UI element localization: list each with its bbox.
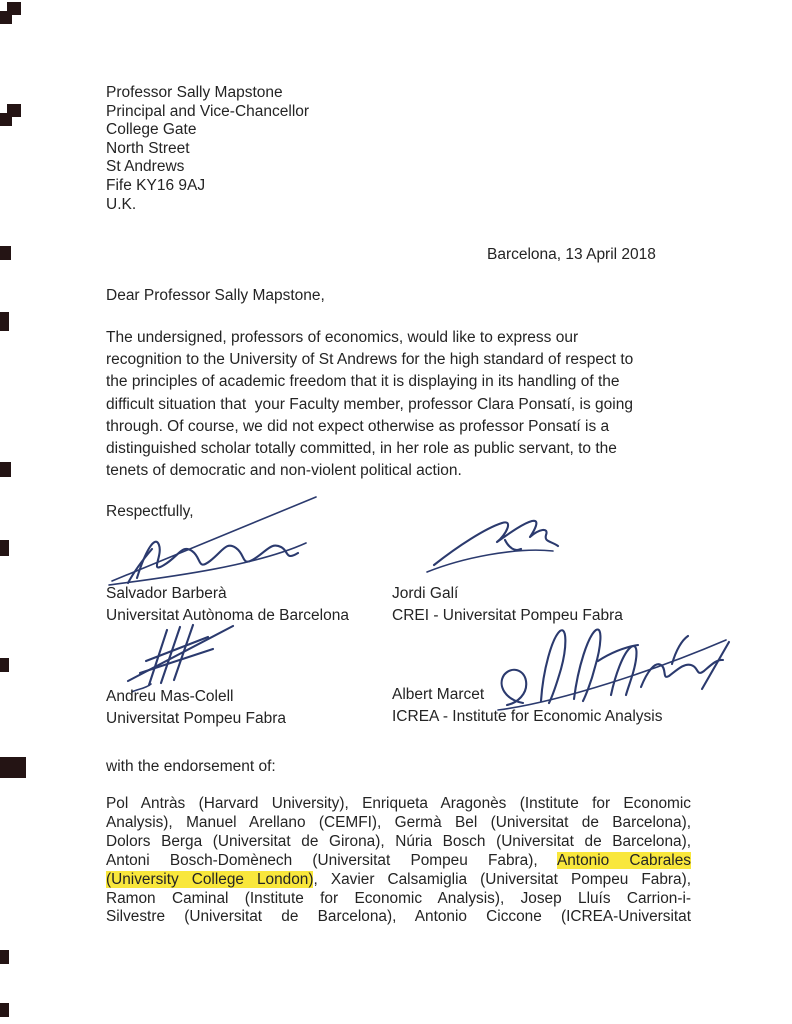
endorsement-line: (University College London), Xavier Calsamiglia (Universitat Pompeu Fabra),: [106, 870, 691, 888]
signatory-affiliation: Universitat Autònoma de Barcelona: [106, 606, 349, 624]
endorsement-line: Antoni Bosch-Domènech (Universitat Pompeu Fabra), Antonio Cabrales: [106, 851, 691, 869]
letter-body-line: through. Of course, we did not expect otherwise as professor Ponsatí is a: [106, 417, 610, 435]
recipient-address-line: Fife KY16 9AJ: [106, 176, 206, 194]
letter-body: [106, 327, 702, 482]
signatory-affiliation: CREI - Universitat Pompeu Fabra: [392, 606, 623, 624]
signatory-andreu-mas-colell: [106, 686, 286, 729]
signature-andreu-mas-colell: [128, 625, 233, 692]
scan-artifact-mark: [0, 950, 9, 964]
salutation: Dear Professor Sally Mapstone,: [106, 287, 325, 304]
closing: Respectfully,: [106, 503, 194, 520]
endorsement-intro: with the endorsement of:: [106, 758, 276, 775]
letter-body-line: recognition to the University of St Andrews for the high standard of respect to: [106, 351, 634, 369]
highlighted-text: Antonio Cabrales: [556, 851, 691, 869]
scan-artifact-mark: [0, 757, 26, 778]
highlighted-text: (University College London): [106, 870, 314, 888]
recipient-address-line: Professor Sally Mapstone: [106, 84, 283, 101]
scan-artifact-mark: [0, 246, 11, 260]
recipient-address-line: College Gate: [106, 121, 197, 139]
scan-artifact-mark: [0, 540, 9, 556]
endorsement-line: Ramon Caminal (Institute for Economic Analysis), Josep Lluís Carrion-i-: [106, 889, 691, 907]
scan-artifact-mark: [0, 1003, 9, 1017]
scan-artifact-mark: [0, 462, 11, 477]
scan-artifact-mark: [0, 11, 12, 24]
signatory-name: Andreu Mas-Colell: [106, 688, 234, 705]
recipient-address-line: Principal and Vice-Chancellor: [106, 102, 310, 120]
letter-body-line: difficult situation that your Faculty member, professor Clara Ponsatí, is going: [106, 395, 633, 413]
scan-artifact-mark: [0, 658, 9, 672]
signatory-name: Salvador Barberà: [106, 585, 227, 602]
signatory-name: Jordi Galí: [392, 585, 459, 602]
endorsement-line: Dolors Berga (Universitat de Girona), Núria Bosch (Universitat de Barcelona),: [106, 832, 691, 850]
recipient-address-line: St Andrews: [106, 158, 185, 176]
letter-body-line: tenets of democratic and non-violent political action.: [106, 462, 462, 480]
date-line: Barcelona, 13 April 2018: [487, 246, 656, 263]
signatory-affiliation: ICREA - Institute for Economic Analysis: [392, 707, 663, 725]
letter-body-line: the principles of academic freedom that it is displaying in its handling of the: [106, 373, 620, 391]
scan-artifact-mark: [0, 113, 12, 126]
signatory-jordi-gali: [392, 583, 623, 626]
signatory-affiliation: Universitat Pompeu Fabra: [106, 709, 287, 727]
letter-body-line: The undersigned, professors of economics, would like to express our: [106, 329, 579, 346]
endorsement-list: [106, 795, 691, 927]
endorsement-line: Analysis), Manuel Arellano (CEMFI), Germà Bel (Universitat de Barcelona),: [106, 813, 691, 831]
letter-body-line: distinguished scholar totally committed, in her role as public servant, to the: [106, 440, 617, 458]
signatory-albert-marcet: [392, 684, 663, 727]
signatory-name: Albert Marcet: [392, 686, 485, 703]
endorsement-line: Pol Antràs (Harvard University), Enriqueta Aragonès (Institute for Economic: [106, 795, 691, 812]
signature-jordi-gali: [427, 521, 558, 572]
recipient-address-line: North Street: [106, 139, 190, 157]
recipient-address-line: U.K.: [106, 195, 137, 213]
recipient-address: [106, 84, 309, 214]
endorsement-line: Silvestre (Universitat de Barcelona), Antonio Ciccone (ICREA-Universitat: [106, 908, 691, 926]
signatory-salvador-barbera: [106, 583, 349, 626]
scan-artifact-mark: [0, 312, 9, 331]
